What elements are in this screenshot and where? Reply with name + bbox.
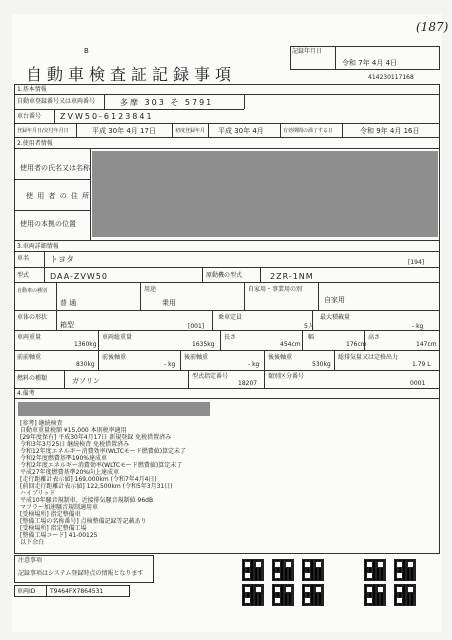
notice-label: 注意事項 — [18, 557, 43, 564]
rr-axle-value: 530kg — [312, 361, 331, 368]
maker-value: トヨタ — [50, 255, 74, 264]
width-value: 176cm — [346, 341, 367, 348]
length-label: 長さ — [224, 334, 237, 341]
engine-label: 原動機の型式 — [206, 272, 243, 279]
qr-code-9 — [394, 559, 416, 581]
fr-axle-label: 前後軸重 — [102, 354, 127, 361]
document-title: 自動車検査証記録事項 — [26, 65, 237, 84]
remarks-line: 平成10年騒音規制車、近接排気騒音規制値 96dB — [20, 497, 154, 504]
expiry-label: 有効期間の満了する日 — [283, 128, 334, 134]
chassis-label: 車台番号 — [17, 113, 42, 120]
record-date-value: 令和 7年 4月 4日 — [342, 59, 398, 67]
qr-code-1 — [242, 559, 264, 581]
section-basic: 1.基本情報 — [17, 86, 47, 93]
displacement-label: 総排気量又は定格出力 — [338, 354, 399, 361]
rr-axle-label: 後後軸重 — [268, 354, 293, 361]
shape-code: [001] — [188, 323, 205, 330]
fuel-value: ガソリン — [72, 377, 100, 385]
base-location-label: 使用の本拠の位置 — [20, 220, 76, 228]
reg-number-value: 多摩 303 そ 5791 — [120, 98, 214, 107]
use-value: 乗用 — [162, 299, 176, 307]
remarks-line: マフラー加速騒音規制適用車 — [20, 504, 99, 511]
qr-code-8 — [364, 584, 386, 606]
qr-code-7 — [364, 559, 386, 581]
max-load-value: - kg — [412, 323, 424, 330]
private-value: 自家用 — [324, 296, 345, 304]
gross-value: 1635kg — [192, 341, 215, 348]
shape-label: 車体の形状 — [17, 314, 48, 321]
maker-code: [194] — [408, 259, 425, 266]
private-label: 自家用・事業用の別 — [248, 286, 303, 293]
qr-code-6 — [302, 584, 324, 606]
first-year-label: 初度登録年月 — [175, 128, 206, 134]
serial-number: 414230117168 — [368, 74, 414, 81]
gross-label: 車両総重量 — [102, 334, 133, 341]
remarks-line: 平成27年度燃費基準20%向上達成車 — [20, 469, 119, 476]
qr-code-10 — [394, 584, 416, 606]
fuel-label: 燃料の種類 — [17, 375, 48, 382]
reg-number-label: 自動車登録番号又は車両番号 — [17, 98, 96, 105]
user-info-redaction — [92, 151, 438, 237]
width-label: 幅 — [308, 334, 315, 341]
remarks-line: 令和3年3月25日 継続検査 免税措置済み — [20, 441, 130, 448]
chassis-value: ZVW50-6123841 — [60, 112, 154, 121]
remarks-line: 以下余白 — [20, 539, 45, 546]
max-load-label: 最大積載量 — [320, 314, 351, 321]
weight-value: 1360kg — [74, 341, 97, 348]
ff-axle-value: 830kg — [76, 361, 95, 368]
use-label: 用途 — [144, 286, 157, 293]
category-label: 類別区分番号 — [268, 373, 305, 380]
rf-axle-value: - kg — [248, 361, 260, 368]
approval-value: 18207 — [238, 380, 258, 387]
vehicle-id-value: T9464FX7864531 — [50, 588, 104, 595]
remarks-line: [受検場所] 指定整備工場 — [20, 525, 87, 532]
notice-text: 記録事項はシステム登録時点の情報となります — [18, 570, 144, 577]
remarks-line: [参考] 継続検査 — [20, 420, 63, 427]
remarks-line: 令和2年度エネルギー消費効率(WLTCモード燃費値)算定未了 — [20, 462, 183, 469]
inspection-record-sheet — [12, 14, 449, 632]
capacity-value: 5人 — [304, 323, 314, 330]
height-label: 高さ — [368, 334, 381, 341]
type-label: 自動車の種別 — [17, 288, 48, 294]
model-value: DAA-ZVW50 — [50, 272, 108, 281]
maker-label: 車名 — [17, 255, 30, 262]
expiry-value: 令和 9年 4月 16日 — [360, 127, 420, 135]
shape-value: 箱型 — [60, 321, 74, 329]
engine-value: 2ZR-1NM — [270, 272, 314, 281]
section-remarks: 4.備考 — [17, 390, 35, 397]
height-value: 147cm — [416, 341, 437, 348]
remarks-line: [整備工場コード] 41-00125 — [20, 532, 98, 539]
remarks-line: [走行距離計表示値] 169,000km (令和7年4月4日) — [20, 476, 157, 483]
weight-label: 車両重量 — [17, 334, 42, 341]
length-value: 454cm — [280, 341, 301, 348]
section-vehicle: 3.車両詳細情報 — [17, 243, 59, 250]
qr-code-5 — [302, 559, 324, 581]
first-reg-value: 平成 30年 4月 17日 — [92, 127, 156, 135]
qr-code-3 — [272, 559, 294, 581]
remarks-line: [受検場所] 指定整備車 — [20, 511, 81, 518]
remarks-line: [29年度保有] 平成30年4月17日 新規登録 免税措置済み — [20, 434, 172, 441]
first-year-value: 平成 30年 4月 — [218, 127, 264, 135]
record-date-label: 記録年月日 — [292, 48, 323, 55]
fr-axle-value: - kg — [164, 361, 176, 368]
ff-axle-label: 前前軸重 — [17, 354, 42, 361]
model-label: 型式 — [17, 272, 30, 279]
approval-label: 型式指定番号 — [192, 373, 229, 380]
remarks-line: 令和12年度エネルギー消費効率(WLTCモード燃費値)算定未了 — [20, 448, 187, 455]
qr-code-2 — [242, 584, 264, 606]
vehicle-id-label: 車両ID — [17, 588, 36, 595]
qr-code-4 — [272, 584, 294, 606]
user-name-label: 使用者の氏名又は名称 — [20, 164, 90, 172]
rf-axle-label: 後前軸重 — [184, 354, 209, 361]
remarks-line: [整備工場の名称番号] 点検整備記録等記載あり — [20, 518, 147, 525]
type-value: 普 通 — [60, 299, 77, 307]
remarks-redaction — [18, 402, 210, 416]
remarks-line: [前回走行距離計表示値] 122,500km (令和5年3月31日) — [20, 483, 173, 490]
section-user: 2.使用者情報 — [17, 140, 53, 147]
remarks-line: 自動車重量税額 ¥15,000 本則税率適用 — [20, 427, 127, 434]
handwritten-note: (187) — [416, 20, 449, 34]
remarks-list — [20, 420, 186, 546]
capacity-label: 乗車定員 — [218, 314, 243, 321]
user-address-label: 使 用 者 の 住 所 — [26, 192, 91, 200]
remarks-line: ハイブリッド — [20, 490, 56, 497]
category-value: 0001 — [410, 380, 426, 387]
remarks-line: 令和2年度燃費基準190%達成車 — [20, 455, 107, 462]
form-mark: B — [84, 47, 89, 55]
displacement-value: 1.79 L — [412, 361, 431, 368]
first-reg-label: 登録年月日/交付年月日 — [17, 128, 69, 134]
